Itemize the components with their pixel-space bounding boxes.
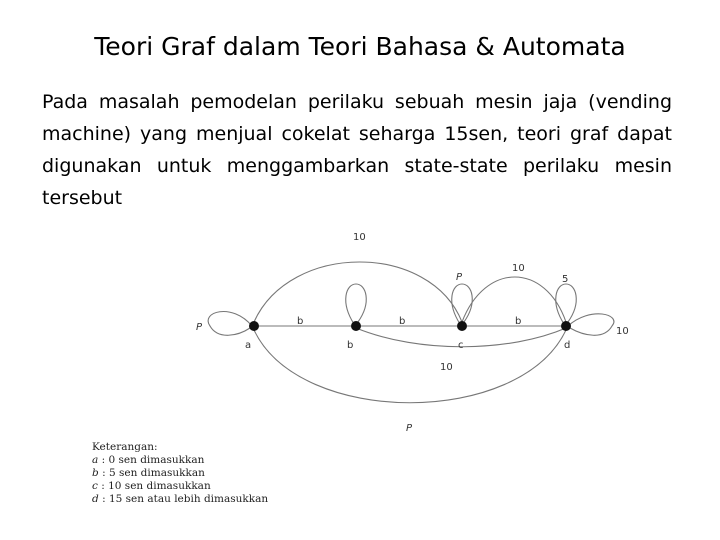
edge-label-a-loop: P [196,322,203,333]
node-label-a: a [245,340,252,351]
legend-item-b: b : 5 sen dimasukkan [92,467,205,479]
edge-a-c [254,262,462,322]
state-node-b [351,321,361,331]
edge-label-c-d-10: 10 [512,263,525,274]
self-loop-d-top [556,284,576,324]
edge-label-a-c: 10 [353,232,366,243]
self-loop-d-right [568,314,614,335]
legend-title: Keterangan: [92,441,158,453]
edge-label-a-b: b [297,316,304,327]
state-node-a [249,321,259,331]
legend-item-d: d : 15 sen atau lebih dimasukkan [92,493,269,505]
edge-label-d-a: P [406,423,413,434]
edge-label-b-d: 10 [440,362,453,373]
slide-title: Teori Graf dalam Teori Bahasa & Automata [94,32,626,61]
state-diagram [0,222,720,437]
state-node-c [457,321,467,331]
node-label-c: c [458,340,464,351]
node-label-b: b [347,340,354,351]
legend-item-c: c : 10 sen dimasukkan [92,480,211,492]
node-label-d: d [564,340,571,351]
edge-label-d-loop-top: 5 [562,274,569,285]
edge-label-b-c: b [399,316,406,327]
edge-c-d-10 [462,277,566,322]
state-node-d [561,321,571,331]
self-loop-a [208,312,252,336]
edge-label-c-loop: P [456,272,463,283]
edge-label-c-d: b [515,316,522,327]
self-loop-b [346,284,366,324]
legend-item-a: a : 0 sen dimasukkan [92,454,205,466]
self-loop-c [452,284,472,324]
edge-label-d-loop-right: 10 [616,326,629,337]
edge-d-a [254,330,566,403]
slide-body-text: Pada masalah pemodelan perilaku sebuah mesin jaja (vending machine) yang menjual cokelat seharga 15sen, teori graf dapat digunakan untuk menggambarkan state-state perilaku mesin tersebut [42,91,672,209]
legend [92,441,268,506]
